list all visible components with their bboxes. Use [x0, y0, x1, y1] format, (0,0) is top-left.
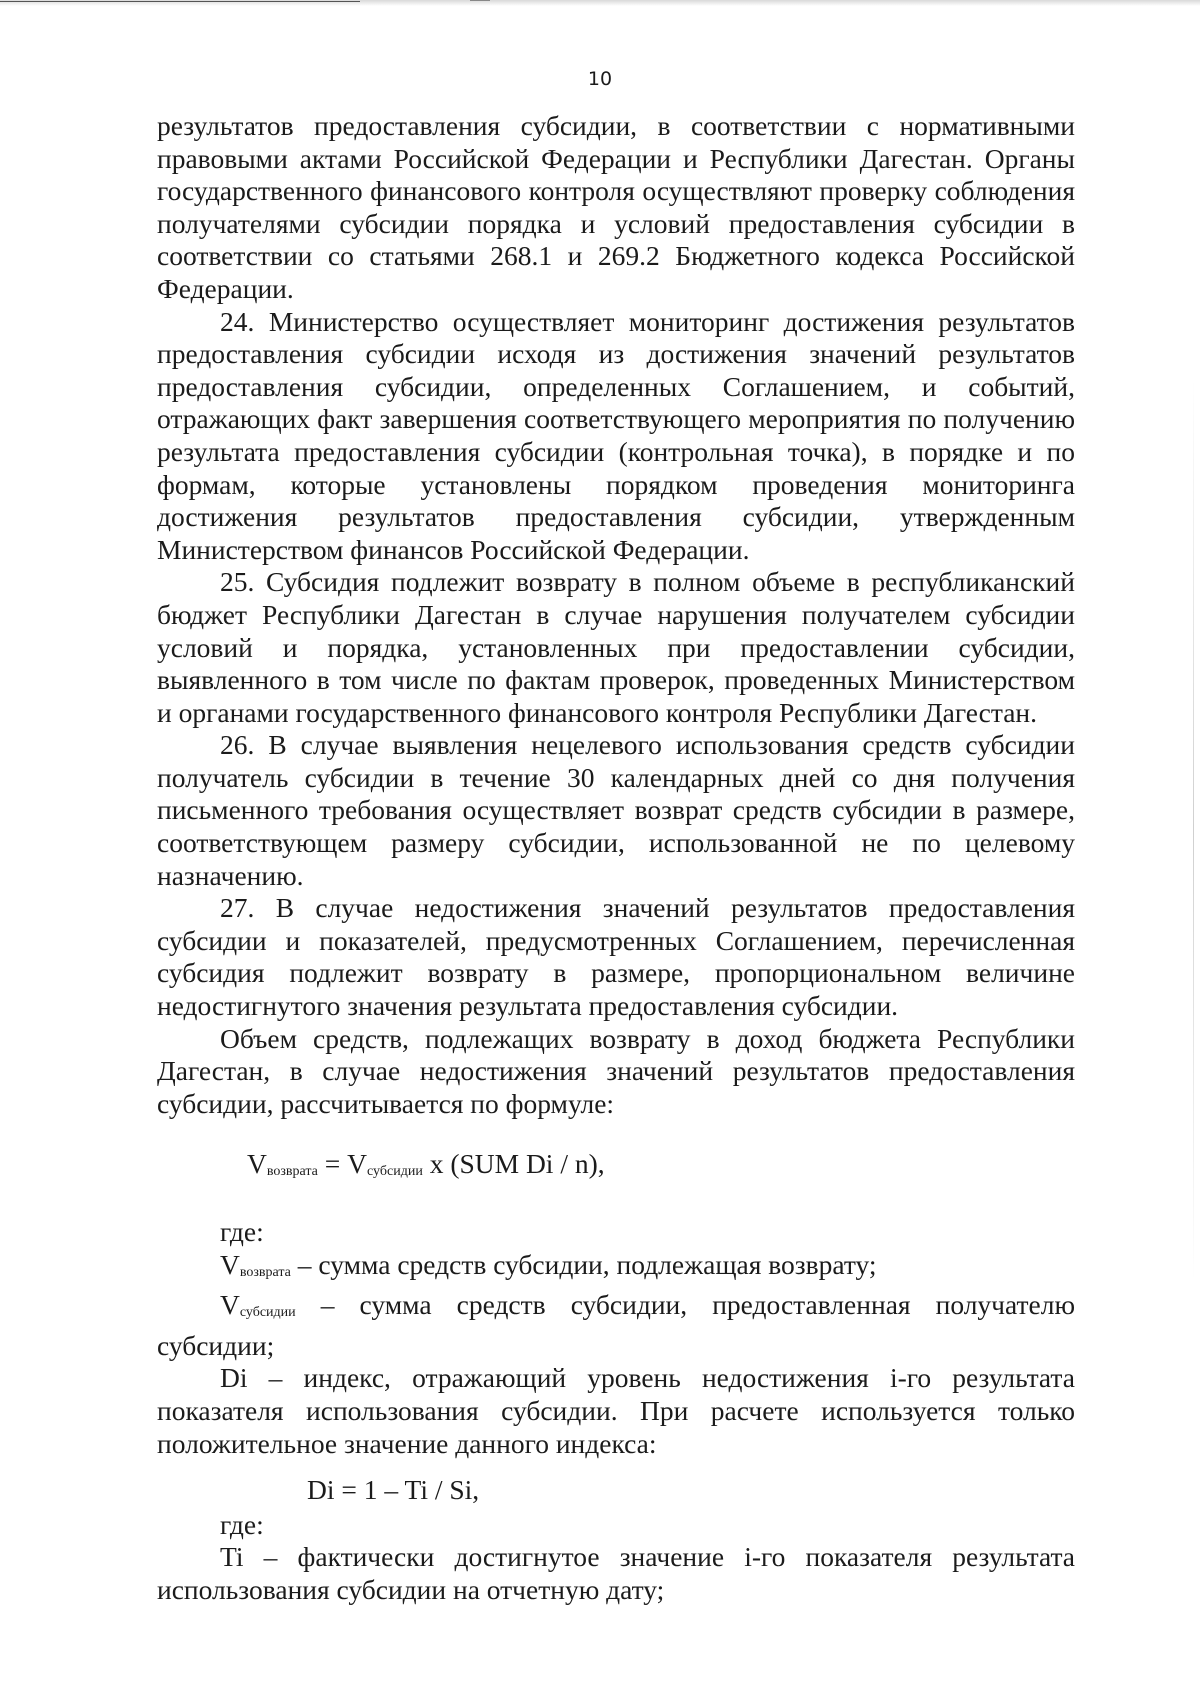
paragraph-23-continuation: результатов предоставления субсидии, в соответствии с нормативными правовыми актами Российской Федерации и Республики Дагестан. Органы государственного финансового контроля осуществляют проверку соблюдения получателями субсидии порядка и условий предоставления субсидии в соответствии со статьями 268.1 и 269.2 Бюджетного кодекса Российской Федерации. [157, 110, 1075, 304]
where-label-2: где: [220, 1508, 264, 1540]
def-v-return-symbol: V [220, 1248, 240, 1280]
formula-return-volume [157, 1148, 1075, 1189]
formula-equals: = [317, 1148, 348, 1180]
page-number: 10 [587, 68, 613, 90]
def-v-return-sub: возврата [239, 1264, 291, 1280]
definition-v-subsidy [157, 1289, 1075, 1362]
definition-di: Di – индекс, отражающий уровень недостижения i-го результата показателя использования субсидии. При расчете используется только положительное значение данного индекса: [157, 1362, 1075, 1459]
formula-di: Di = 1 – Ti / Si, [307, 1474, 480, 1506]
definition-v-return [157, 1249, 1075, 1290]
formula-rest: x (SUM Di / n), [422, 1148, 605, 1180]
def-v-subsidy-sub: субсидии [239, 1305, 296, 1321]
paragraph-27: 27. В случае недостижения значений результатов предоставления субсидии и показателей, предусмотренных Соглашением, перечисленная субсидия подлежит возврату в размере, пропорциональном величине недостигнутого значения результата предоставления субсидии. [157, 892, 1075, 1022]
scan-artifact-mark [470, 0, 490, 1]
definition-ti: Ti – фактически достигнутое значение i-го показателя результата использования субсидии на отчетную дату; [157, 1541, 1075, 1605]
document-body [157, 110, 1075, 1607]
formula-v-symbol: V [247, 1148, 267, 1180]
where-label-1: где: [220, 1216, 264, 1247]
def-v-return-text: – сумма средств субсидии, подлежащая возврату; [290, 1248, 877, 1280]
paragraph-25: 25. Субсидия подлежит возврату в полном объеме в республиканский бюджет Республики Дагестан в случае нарушения получателем субсидии условий и порядка, установленных при предоставлении субсидии, выявленного в том числе по фактам проверок, проведенных Министерством и органами государственного финансового контроля Республики Дагестан. [157, 566, 1075, 728]
formula-v-symbol-2: V [347, 1148, 368, 1180]
scan-artifact-line [0, 1, 360, 2]
def-v-subsidy-text: – сумма средств субсидии, предоставленная получателю субсидии; [157, 1289, 1075, 1361]
def-v-subsidy-symbol: V [220, 1289, 240, 1321]
scan-artifact-side [1193, 380, 1194, 1280]
paragraph-24: 24. Министерство осуществляет мониторинг достижения результатов предоставления субсидии исходя из достижения значений результатов предоставления субсидии, определенных Соглашением, и событий, отражающих факт завершения соответствующего мероприятия по получению результата предоставления субсидии (контрольная точка), в порядке и по формам, которые установлены порядком проведения мониторинга достижения результатов предоставления субсидии, утвержденным Министерством финансов Российской Федерации. [157, 305, 1075, 565]
formula-sub-subsidy: субсидии [367, 1164, 423, 1180]
paragraph-volume-formula-intro: Объем средств, подлежащих возврату в доход бюджета Республики Дагестан, в случае недостижения значений результатов предоставления субсидии, рассчитывается по формуле: [157, 1022, 1075, 1119]
formula-sub-return: возврата [266, 1164, 318, 1180]
paragraph-26: 26. В случае выявления нецелевого использования средств субсидии получатель субсидии в течение 30 календарных дней со дня получения письменного требования осуществляет возврат средств субсидии в размере, соответствующем размеру субсидии, использованной не по целевому назначению. [157, 729, 1075, 891]
